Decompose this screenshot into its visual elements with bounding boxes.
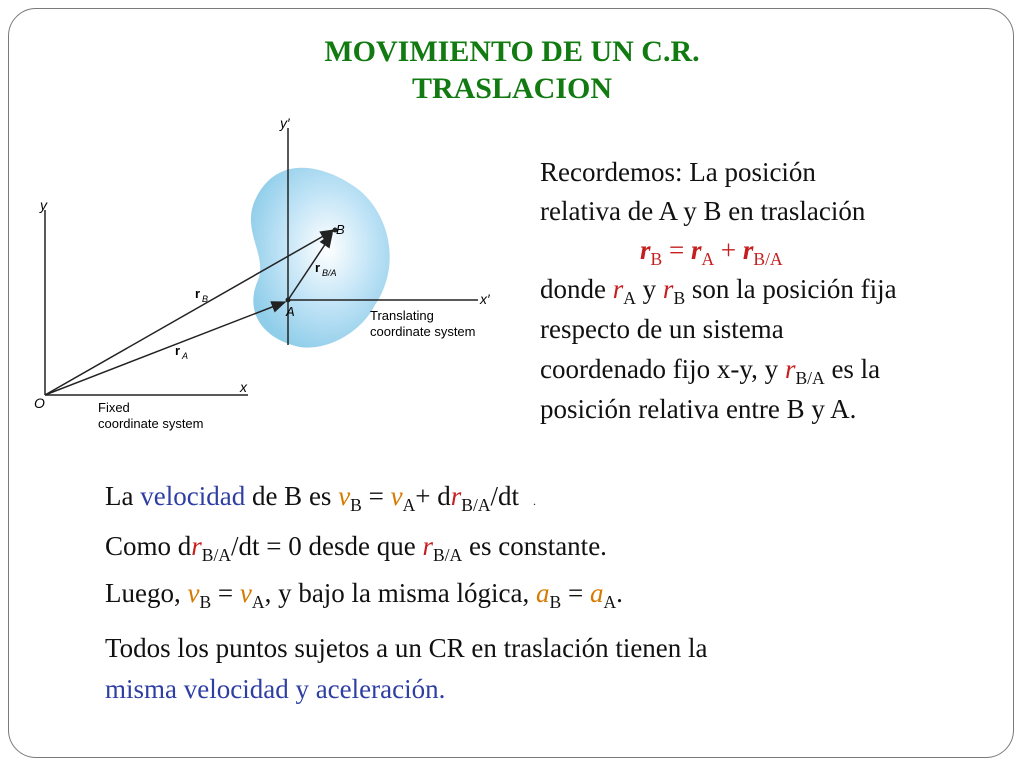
conclusion-line-2: misma velocidad y aceleración. xyxy=(105,674,446,704)
rba-sub: B/A xyxy=(322,268,337,278)
constant-line: Como $dr_{B/A}/dt = 0$ desde que $r_{B/A}$ es constante. xyxy=(105,531,607,566)
fixed-label-2: coordinate system xyxy=(98,416,204,431)
ra-sub: A xyxy=(182,351,189,361)
translation-figure xyxy=(30,110,510,440)
y-label: y xyxy=(40,197,47,213)
y-prime-label: y′ xyxy=(280,115,290,131)
vector-ra xyxy=(45,302,285,395)
origin-label: O xyxy=(34,395,45,411)
recall-line-4: donde $r_A$ y $r_B$ son la posición fija xyxy=(540,274,897,309)
ra-label: r xyxy=(175,343,181,358)
recall-line-2: relativa de A y B en traslación xyxy=(540,196,866,226)
slide-subtitle: TRASLACION xyxy=(411,72,613,105)
acceleration-line: Luego, $v_B = v_A$, y bajo la misma lógica, $a_B = a_A$. xyxy=(105,578,623,613)
recall-line-1: Recordemos: La posición xyxy=(540,157,816,187)
rb-label: r xyxy=(195,286,201,301)
x-label: x xyxy=(240,379,247,395)
fixed-label-1: Fixed xyxy=(98,400,130,415)
slide-title: MOVIMIENTO DE UN C.R. xyxy=(324,35,700,68)
point-b-label: B xyxy=(336,222,345,237)
velocity-line: La velocidad de B es $v_B = v_A+ dr_{B/A}/dt$ . xyxy=(105,481,537,516)
x-prime-label: x′ xyxy=(480,291,490,307)
translating-label-2: coordinate system xyxy=(370,324,476,339)
point-a-label: A xyxy=(286,304,295,319)
conclusion-line-1: Todos los puntos sujetos a un CR en traslación tienen la xyxy=(105,633,708,663)
recall-line-5: respecto de un sistema xyxy=(540,314,784,344)
recall-line-6: coordenado fijo x-y, y $r_{B/A}$ es la xyxy=(540,354,881,389)
rigid-body-shape xyxy=(251,168,390,348)
recall-line-7: posición relativa entre B y A. xyxy=(540,394,857,424)
point-a-dot xyxy=(286,298,291,303)
rb-sub: B xyxy=(202,294,209,304)
relative-position-equation: $r_B = r_A + r_{B/A}$ xyxy=(640,235,783,270)
translating-label-1: Translating xyxy=(370,308,434,323)
rba-label: r xyxy=(315,260,321,275)
